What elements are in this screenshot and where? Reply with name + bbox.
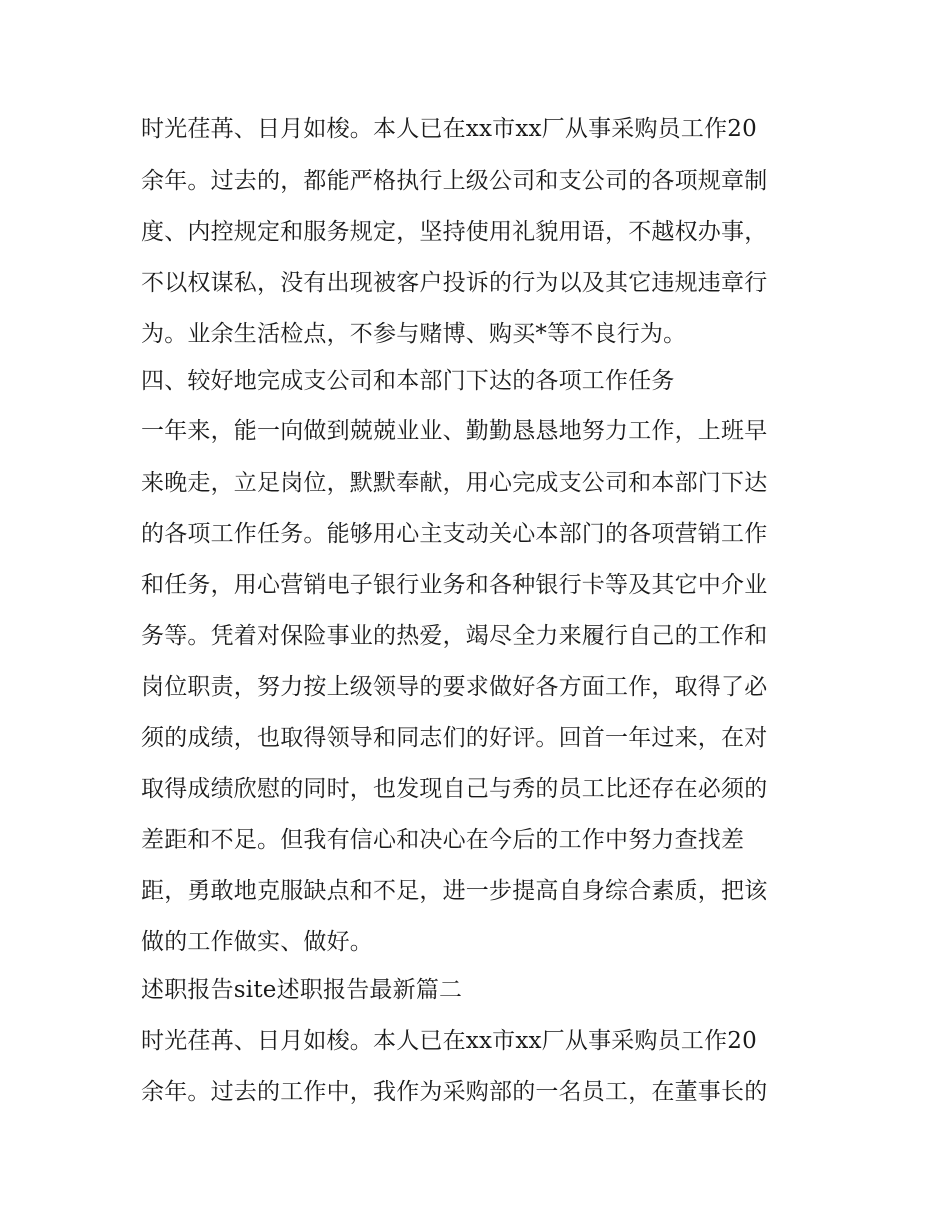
section-heading: 述职报告site述职报告最新篇二 — [141, 977, 463, 1003]
text-line: 务等。凭着对保险事业的热爱，竭尽全力来履行自己的工作和 — [141, 623, 768, 649]
text-line: 做的工作做实、做好。 — [141, 929, 373, 955]
section-heading: 四、较好地完成支公司和本部门下达的各项工作任务 — [141, 368, 675, 394]
text-line: 距，勇敢地克服缺点和不足，进一步提高自身综合素质，把该 — [141, 878, 768, 904]
text-line: 时光荏苒、日月如梭。本人已在xx市xx厂从事采购员工作20 — [141, 116, 757, 142]
text-line: 时光荏苒、日月如梭。本人已在xx市xx厂从事采购员工作20 — [141, 1028, 757, 1054]
text-line: 取得成绩欣慰的同时，也发现自己与秀的员工比还存在必须的 — [141, 776, 768, 802]
text-line: 的各项工作任务。能够用心主支动关心本部门的各项营销工作 — [141, 521, 768, 547]
text-line: 和任务，用心营销电子银行业务和各种银行卡等及其它中介业 — [141, 572, 768, 598]
text-line: 差距和不足。但我有信心和决心在今后的工作中努力查找差 — [141, 827, 745, 853]
text-line: 须的成绩，也取得领导和同志们的好评。回首一年过来，在对 — [141, 725, 768, 751]
text-line: 为。业余生活检点，不参与赌博、购买*等不良行为。 — [141, 321, 687, 347]
text-line: 不以权谋私，没有出现被客户投诉的行为以及其它违规违章行 — [141, 270, 768, 296]
text-line: 来晚走，立足岗位，默默奉献，用心完成支公司和本部门下达 — [141, 470, 768, 496]
text-line: 岗位职责，努力按上级领导的要求做好各方面工作，取得了必 — [141, 674, 768, 700]
text-line: 余年。过去的工作中，我作为采购部的一名员工，在董事长的 — [141, 1079, 768, 1105]
text-line: 一年来，能一向做到兢兢业业、勤勤恳恳地努力工作，上班早 — [141, 418, 768, 444]
text-line: 余年。过去的，都能严格执行上级公司和支公司的各项规章制 — [141, 168, 768, 194]
text-line: 度、内控规定和服务规定，坚持使用礼貌用语，不越权办事， — [141, 219, 768, 245]
